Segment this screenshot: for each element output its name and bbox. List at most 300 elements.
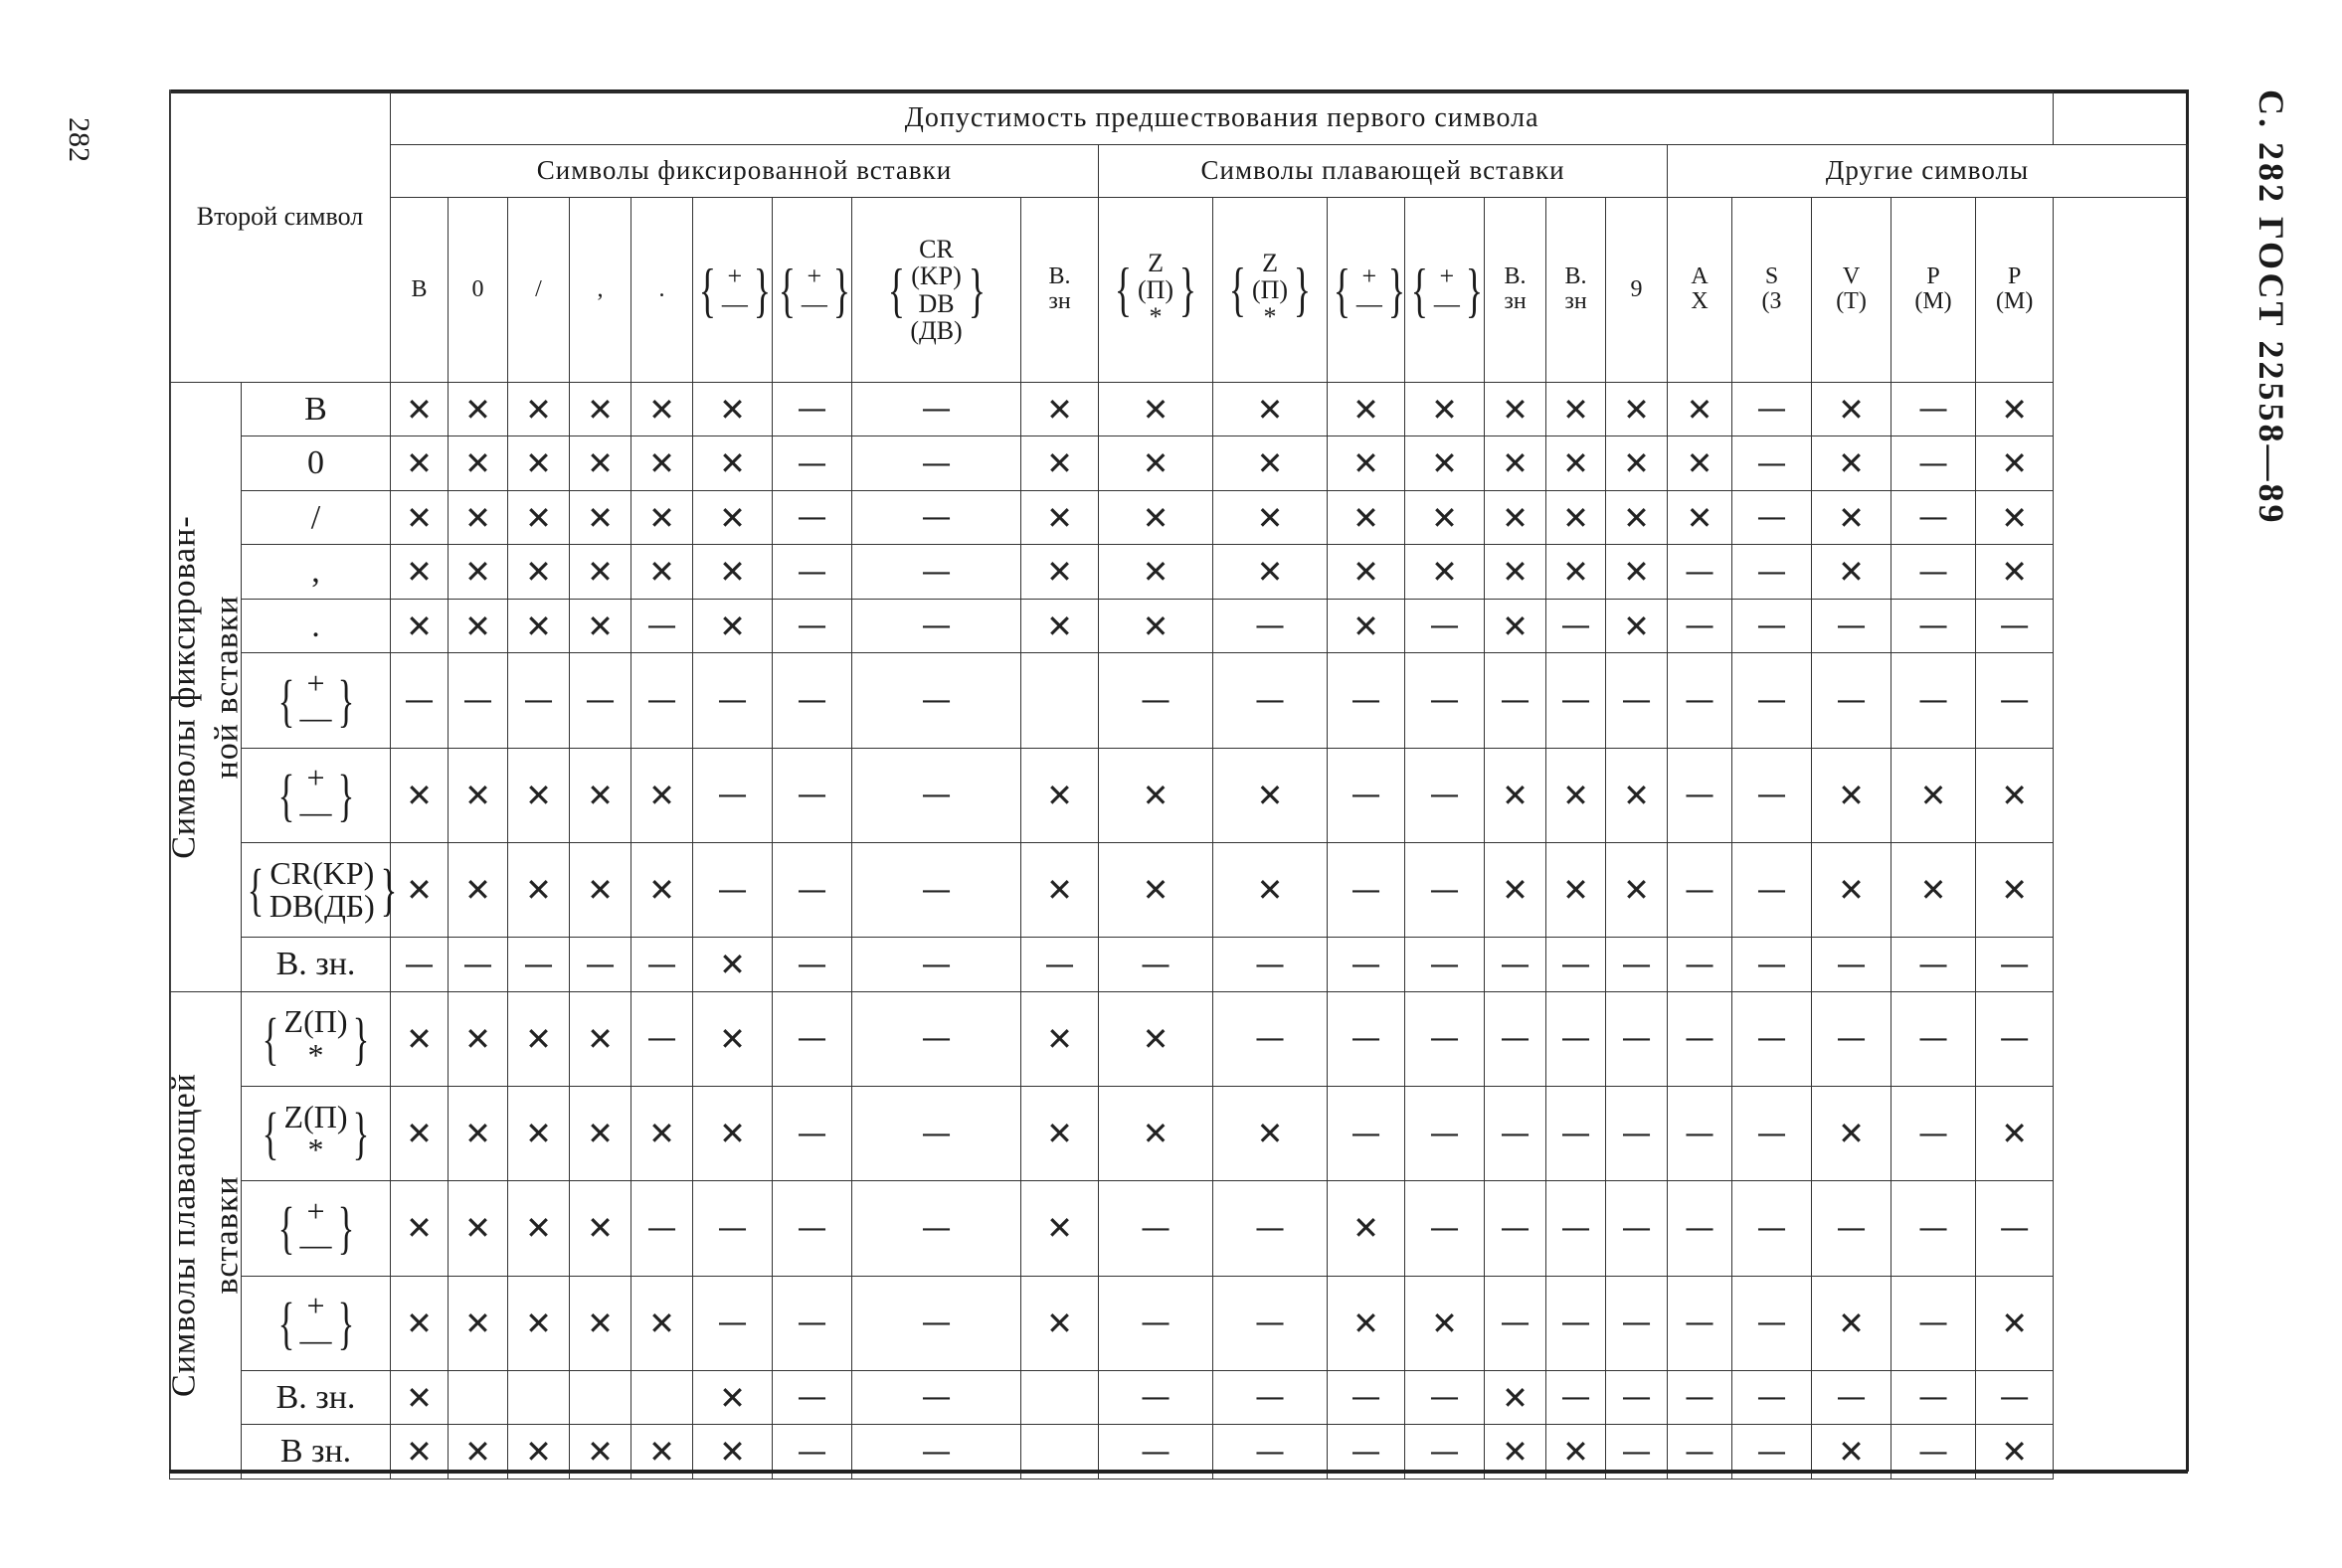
text: (KP) [911, 261, 962, 291]
row-header [242, 490, 391, 544]
allowed-mark-icon: ✕ [570, 436, 631, 490]
not-allowed-dash-icon: — [773, 599, 852, 652]
right-brace-icon: } [337, 1195, 354, 1261]
column-symbol-9 [1109, 250, 1202, 331]
column-symbol-7 [882, 236, 991, 344]
column-header-0 [391, 198, 449, 383]
allowed-mark-icon: ✕ [1546, 436, 1606, 490]
table-row [170, 748, 2188, 842]
not-allowed-dash-icon: — [449, 653, 508, 748]
not-allowed-dash-icon: — [1732, 1181, 1812, 1276]
column-header-7 [852, 198, 1021, 383]
text: — [801, 288, 827, 318]
not-allowed-dash-icon: — [1099, 1425, 1213, 1480]
text: (З [1761, 287, 1782, 314]
allowed-mark-icon: ✕ [391, 1425, 449, 1480]
text: — [299, 792, 332, 829]
not-allowed-dash-icon: — [1213, 938, 1328, 991]
not-allowed-dash-icon: — [852, 1425, 1021, 1480]
allowed-mark-icon: ✕ [1485, 490, 1546, 544]
row-header [242, 599, 391, 652]
not-allowed-dash-icon: — [631, 938, 693, 991]
not-allowed-dash-icon: — [693, 1276, 773, 1370]
row-symbol-lines [299, 1192, 332, 1263]
not-allowed-dash-icon: — [1892, 938, 1976, 991]
table-cell [1021, 1370, 1099, 1424]
not-allowed-dash-icon: — [1546, 991, 1606, 1086]
allowed-mark-icon: ✕ [1213, 748, 1328, 842]
text: 0 [471, 275, 484, 302]
allowed-mark-icon: ✕ [570, 490, 631, 544]
not-allowed-dash-icon: — [1668, 748, 1732, 842]
text: — [1355, 288, 1382, 318]
allowed-mark-icon: ✕ [693, 1425, 773, 1480]
not-allowed-dash-icon: — [773, 490, 852, 544]
allowed-mark-icon: ✕ [1405, 383, 1485, 436]
page-number: 282 [63, 117, 95, 162]
allowed-mark-icon: ✕ [449, 383, 508, 436]
not-allowed-dash-icon: — [1405, 938, 1485, 991]
not-allowed-dash-icon: — [1668, 1370, 1732, 1424]
not-allowed-dash-icon: — [1976, 938, 2054, 991]
allowed-mark-icon: ✕ [570, 1087, 631, 1181]
left-brace-icon: { [277, 762, 294, 827]
allowed-mark-icon: ✕ [570, 1425, 631, 1480]
row-header [242, 436, 391, 490]
text: (T) [1836, 287, 1867, 314]
allowed-mark-icon: ✕ [1812, 1425, 1892, 1480]
table-row [170, 653, 2188, 748]
allowed-mark-icon: ✕ [1485, 748, 1546, 842]
row-symbol-lines [304, 391, 327, 428]
text: DB [918, 288, 955, 318]
table-row [170, 545, 2188, 599]
not-allowed-dash-icon: — [1732, 653, 1812, 748]
allowed-mark-icon: ✕ [1021, 991, 1099, 1086]
allowed-mark-icon: ✕ [693, 938, 773, 991]
row-symbol-lines [276, 946, 356, 982]
not-allowed-dash-icon: — [391, 938, 449, 991]
row-symbol-lines [299, 664, 332, 735]
not-allowed-dash-icon: — [1213, 1181, 1328, 1276]
allowed-mark-icon: ✕ [1213, 383, 1328, 436]
column-symbol-11 [1328, 257, 1411, 323]
not-allowed-dash-icon: — [852, 991, 1021, 1086]
text: B. зн. [275, 946, 356, 982]
allowed-mark-icon: ✕ [1021, 490, 1099, 544]
allowed-mark-icon: ✕ [449, 1181, 508, 1276]
allowed-mark-icon: ✕ [1546, 545, 1606, 599]
text: X [1691, 287, 1709, 314]
allowed-mark-icon: ✕ [1606, 436, 1668, 490]
not-allowed-dash-icon: — [1099, 938, 1213, 991]
allowed-mark-icon: ✕ [1812, 1276, 1892, 1370]
not-allowed-dash-icon: — [1668, 653, 1732, 748]
column-header-16 [1668, 198, 1732, 383]
column-symbol-20-lines [1996, 263, 2033, 314]
row-symbol [257, 1098, 376, 1168]
allowed-mark-icon: ✕ [631, 1087, 693, 1181]
not-allowed-dash-icon: — [1892, 1370, 1976, 1424]
not-allowed-dash-icon: — [1485, 1181, 1546, 1276]
allowed-mark-icon: ✕ [449, 1276, 508, 1370]
column-symbol-6-lines [802, 262, 827, 317]
not-allowed-dash-icon: — [1892, 383, 1976, 436]
not-allowed-dash-icon: — [1606, 1181, 1668, 1276]
row-symbol-lines [300, 1290, 332, 1356]
table-row [170, 490, 2188, 544]
allowed-mark-icon: ✕ [693, 1370, 773, 1424]
allowed-mark-icon: ✕ [1606, 383, 1668, 436]
not-allowed-dash-icon: — [1405, 599, 1485, 652]
text: Другие символы [1825, 155, 2030, 186]
allowed-mark-icon: ✕ [1976, 383, 2054, 436]
text: * [1263, 302, 1277, 332]
not-allowed-dash-icon: — [852, 653, 1021, 748]
allowed-mark-icon: ✕ [1485, 1425, 1546, 1480]
allowed-mark-icon: ✕ [1606, 842, 1668, 937]
allowed-mark-icon: ✕ [1021, 1276, 1099, 1370]
allowed-mark-icon: ✕ [1328, 490, 1405, 544]
allowed-mark-icon: ✕ [1099, 545, 1213, 599]
allowed-mark-icon: ✕ [449, 748, 508, 842]
not-allowed-dash-icon: — [1732, 490, 1812, 544]
text: Символы плавающей вставки [1200, 155, 1565, 186]
not-allowed-dash-icon: — [852, 1276, 1021, 1370]
not-allowed-dash-icon: — [773, 383, 852, 436]
allowed-mark-icon: ✕ [1021, 1181, 1099, 1276]
allowed-mark-icon: ✕ [391, 436, 449, 490]
table-row [170, 1276, 2188, 1370]
right-brace-icon: } [1178, 257, 1197, 323]
column-header-17 [1732, 198, 1812, 383]
not-allowed-dash-icon: — [852, 1087, 1021, 1181]
allowed-mark-icon: ✕ [570, 383, 631, 436]
not-allowed-dash-icon: — [1546, 599, 1606, 652]
text: Второй символ [196, 202, 364, 231]
allowed-mark-icon: ✕ [1099, 842, 1213, 937]
not-allowed-dash-icon: — [1099, 1370, 1213, 1424]
row-symbol [272, 762, 360, 828]
allowed-mark-icon: ✕ [1976, 842, 2054, 937]
text: 0 [307, 444, 324, 482]
not-allowed-dash-icon: — [1213, 1425, 1328, 1480]
not-allowed-dash-icon: — [631, 653, 693, 748]
not-allowed-dash-icon: — [1668, 545, 1732, 599]
allowed-mark-icon: ✕ [631, 545, 693, 599]
column-header-8 [1021, 198, 1099, 383]
allowed-mark-icon: ✕ [508, 383, 570, 436]
allowed-mark-icon: ✕ [1812, 1087, 1892, 1181]
not-allowed-dash-icon: — [1892, 599, 1976, 652]
row-header [242, 842, 398, 937]
not-allowed-dash-icon: — [1405, 842, 1485, 937]
left-brace-icon: { [1228, 257, 1247, 323]
right-brace-icon: } [380, 857, 398, 923]
not-allowed-dash-icon: — [1328, 1425, 1405, 1480]
text: ной вставки [207, 595, 245, 780]
column-symbol-4-lines [659, 276, 665, 302]
allowed-mark-icon: ✕ [449, 1087, 508, 1181]
allowed-mark-icon: ✕ [449, 436, 508, 490]
allowed-mark-icon: ✕ [631, 1276, 693, 1370]
not-allowed-dash-icon: — [852, 599, 1021, 652]
row-symbol [311, 499, 320, 536]
text: + [306, 1192, 325, 1229]
allowed-mark-icon: ✕ [391, 1370, 449, 1424]
allowed-mark-icon: ✕ [449, 991, 508, 1086]
allowed-mark-icon: ✕ [1021, 748, 1099, 842]
text: . [658, 275, 665, 302]
row-symbol-lines [269, 854, 375, 925]
not-allowed-dash-icon: — [1405, 1087, 1485, 1181]
text: + [1439, 261, 1455, 291]
not-allowed-dash-icon: — [1892, 653, 1976, 748]
column-symbol-8 [1048, 264, 1070, 314]
right-brace-icon: } [353, 1101, 370, 1166]
not-allowed-dash-icon: — [1892, 436, 1976, 490]
not-allowed-dash-icon: — [1328, 938, 1405, 991]
text: 9 [1630, 275, 1643, 302]
column-symbol-12 [1405, 257, 1489, 323]
not-allowed-dash-icon: — [773, 842, 852, 937]
column-symbol-3-lines [598, 276, 604, 302]
text: + [727, 261, 743, 291]
allowed-mark-icon: ✕ [1546, 748, 1606, 842]
allowed-mark-icon: ✕ [1328, 599, 1405, 652]
allowed-mark-icon: ✕ [1213, 436, 1328, 490]
allowed-mark-icon: ✕ [1485, 436, 1546, 490]
table-cell [631, 1370, 693, 1424]
not-allowed-dash-icon: — [1976, 599, 2054, 652]
allowed-mark-icon: ✕ [449, 545, 508, 599]
text: B. [1048, 262, 1071, 289]
not-allowed-dash-icon: — [852, 436, 1021, 490]
allowed-mark-icon: ✕ [1812, 748, 1892, 842]
not-allowed-dash-icon: — [1892, 1425, 1976, 1480]
table-cell [1021, 653, 1099, 748]
column-header-18 [1812, 198, 1892, 383]
not-allowed-dash-icon: — [1328, 991, 1405, 1086]
not-allowed-dash-icon: — [1546, 1181, 1606, 1276]
row-symbol [272, 1290, 360, 1356]
not-allowed-dash-icon: — [1213, 1276, 1328, 1370]
row-group-label-text [163, 515, 248, 858]
not-allowed-dash-icon: — [1606, 1370, 1668, 1424]
not-allowed-dash-icon: — [1668, 991, 1732, 1086]
allowed-mark-icon: ✕ [1405, 436, 1485, 490]
row-header [242, 1087, 391, 1181]
allowed-mark-icon: ✕ [631, 748, 693, 842]
column-header-11 [1328, 198, 1405, 383]
not-allowed-dash-icon: — [1892, 991, 1976, 1086]
left-brace-icon: { [778, 257, 797, 323]
text: S [1764, 262, 1779, 289]
text: * [1149, 302, 1163, 332]
allowed-mark-icon: ✕ [693, 436, 773, 490]
left-brace-icon: { [1114, 257, 1133, 323]
not-allowed-dash-icon: — [1732, 1370, 1812, 1424]
text: * [307, 1036, 324, 1073]
table-row [170, 1370, 2188, 1424]
right-brace-icon: } [1293, 257, 1312, 323]
not-allowed-dash-icon: — [1099, 653, 1213, 748]
text: зн [1504, 287, 1527, 314]
allowed-mark-icon: ✕ [1021, 599, 1099, 652]
not-allowed-dash-icon: — [852, 1181, 1021, 1276]
column-symbol-2-lines [535, 276, 542, 302]
not-allowed-dash-icon: — [1606, 1425, 1668, 1480]
not-allowed-dash-icon: — [773, 1087, 852, 1181]
text: (ДВ) [910, 315, 963, 345]
allowed-mark-icon: ✕ [508, 842, 570, 937]
allowed-mark-icon: ✕ [1328, 1181, 1405, 1276]
row-symbol [311, 608, 320, 644]
not-allowed-dash-icon: — [1668, 599, 1732, 652]
not-allowed-dash-icon: — [1732, 1087, 1812, 1181]
text: DB(ДБ) [269, 888, 375, 925]
not-allowed-dash-icon: — [1485, 653, 1546, 748]
allowed-mark-icon: ✕ [1405, 1276, 1485, 1370]
compatibility-table-wrapper [165, 91, 2188, 1480]
allowed-mark-icon: ✕ [693, 991, 773, 1086]
row-symbol-lines [311, 553, 320, 590]
not-allowed-dash-icon: — [1812, 1370, 1892, 1424]
table-row [170, 1181, 2188, 1276]
allowed-mark-icon: ✕ [631, 436, 693, 490]
left-brace-icon: { [1410, 257, 1429, 323]
allowed-mark-icon: ✕ [508, 1181, 570, 1276]
allowed-mark-icon: ✕ [570, 748, 631, 842]
allowed-mark-icon: ✕ [1892, 748, 1976, 842]
column-header-10 [1213, 198, 1328, 383]
allowed-mark-icon: ✕ [693, 490, 773, 544]
not-allowed-dash-icon: — [1405, 991, 1485, 1086]
column-symbol-9-lines [1138, 250, 1173, 331]
allowed-mark-icon: ✕ [508, 1425, 570, 1480]
allowed-mark-icon: ✕ [1812, 436, 1892, 490]
allowed-mark-icon: ✕ [1328, 1276, 1405, 1370]
allowed-mark-icon: ✕ [508, 436, 570, 490]
text: Z(П) [283, 1098, 348, 1134]
not-allowed-dash-icon: — [1668, 842, 1732, 937]
column-header-19 [1892, 198, 1976, 383]
right-brace-icon: } [337, 667, 354, 733]
row-group-label-0 [165, 383, 245, 992]
left-brace-icon: { [887, 257, 905, 323]
not-allowed-dash-icon: — [773, 653, 852, 748]
text: B. [1504, 262, 1527, 289]
not-allowed-dash-icon: — [1812, 938, 1892, 991]
text: — [721, 288, 748, 318]
text: B. [1564, 262, 1587, 289]
not-allowed-dash-icon: — [1976, 1370, 2054, 1424]
allowed-mark-icon: ✕ [1976, 436, 2054, 490]
text: Z [1148, 248, 1164, 277]
column-symbol-12-lines [1434, 262, 1460, 317]
main-header [391, 92, 2054, 145]
table-row [170, 383, 2188, 436]
allowed-mark-icon: ✕ [508, 991, 570, 1086]
table-row [170, 991, 2188, 1086]
not-allowed-dash-icon: — [773, 748, 852, 842]
text: — [1433, 288, 1460, 318]
allowed-mark-icon: ✕ [570, 1181, 631, 1276]
text: + [807, 261, 822, 291]
column-symbol-3 [598, 277, 604, 302]
column-symbol-0-lines [412, 276, 428, 302]
column-symbol-1 [472, 277, 484, 302]
allowed-mark-icon: ✕ [391, 490, 449, 544]
allowed-mark-icon: ✕ [449, 842, 508, 937]
not-allowed-dash-icon: — [1732, 938, 1812, 991]
left-brace-icon: { [277, 1290, 294, 1355]
text: + [1361, 261, 1377, 291]
row-symbol-lines [311, 499, 320, 536]
not-allowed-dash-icon: — [1485, 938, 1546, 991]
column-header-20 [1976, 198, 2054, 383]
not-allowed-dash-icon: — [1976, 1181, 2054, 1276]
allowed-mark-icon: ✕ [570, 1276, 631, 1370]
row-symbol-lines [307, 444, 324, 481]
text: , [597, 275, 604, 302]
not-allowed-dash-icon: — [1546, 1087, 1606, 1181]
allowed-mark-icon: ✕ [391, 1087, 449, 1181]
not-allowed-dash-icon: — [693, 842, 773, 937]
not-allowed-dash-icon: — [1405, 748, 1485, 842]
allowed-mark-icon: ✕ [391, 748, 449, 842]
not-allowed-dash-icon: — [449, 938, 508, 991]
text: . [311, 607, 320, 644]
table-row [170, 1087, 2188, 1181]
allowed-mark-icon: ✕ [1021, 545, 1099, 599]
allowed-mark-icon: ✕ [1099, 1087, 1213, 1181]
not-allowed-dash-icon: — [1099, 1181, 1213, 1276]
allowed-mark-icon: ✕ [1485, 545, 1546, 599]
column-symbol-5 [693, 257, 777, 323]
allowed-mark-icon: ✕ [631, 490, 693, 544]
column-symbol-6 [773, 257, 856, 323]
allowed-mark-icon: ✕ [693, 545, 773, 599]
column-header-2 [508, 198, 570, 383]
not-allowed-dash-icon: — [693, 748, 773, 842]
right-brace-icon: } [337, 762, 354, 827]
text: * [307, 1132, 324, 1168]
column-symbol-19 [1914, 264, 1951, 314]
symbol-precedence-table [165, 91, 2188, 1480]
text: CR [919, 234, 954, 263]
column-symbol-18 [1836, 264, 1867, 314]
row-symbol-lines [284, 1005, 348, 1072]
not-allowed-dash-icon: — [1546, 938, 1606, 991]
row-symbol [304, 391, 327, 428]
table-cell [570, 1370, 631, 1424]
left-brace-icon: { [262, 1005, 278, 1071]
column-symbol-14 [1564, 264, 1586, 314]
allowed-mark-icon: ✕ [631, 383, 693, 436]
table-cell [508, 1370, 570, 1424]
not-allowed-dash-icon: — [508, 653, 570, 748]
not-allowed-dash-icon: — [570, 938, 631, 991]
not-allowed-dash-icon: — [1328, 1087, 1405, 1181]
allowed-mark-icon: ✕ [631, 842, 693, 937]
text: + [306, 664, 325, 701]
allowed-mark-icon: ✕ [1976, 490, 2054, 544]
text: Символы фиксирован- [165, 515, 202, 859]
left-brace-icon: { [262, 1101, 278, 1166]
allowed-mark-icon: ✕ [508, 599, 570, 652]
not-allowed-dash-icon: — [773, 991, 852, 1086]
